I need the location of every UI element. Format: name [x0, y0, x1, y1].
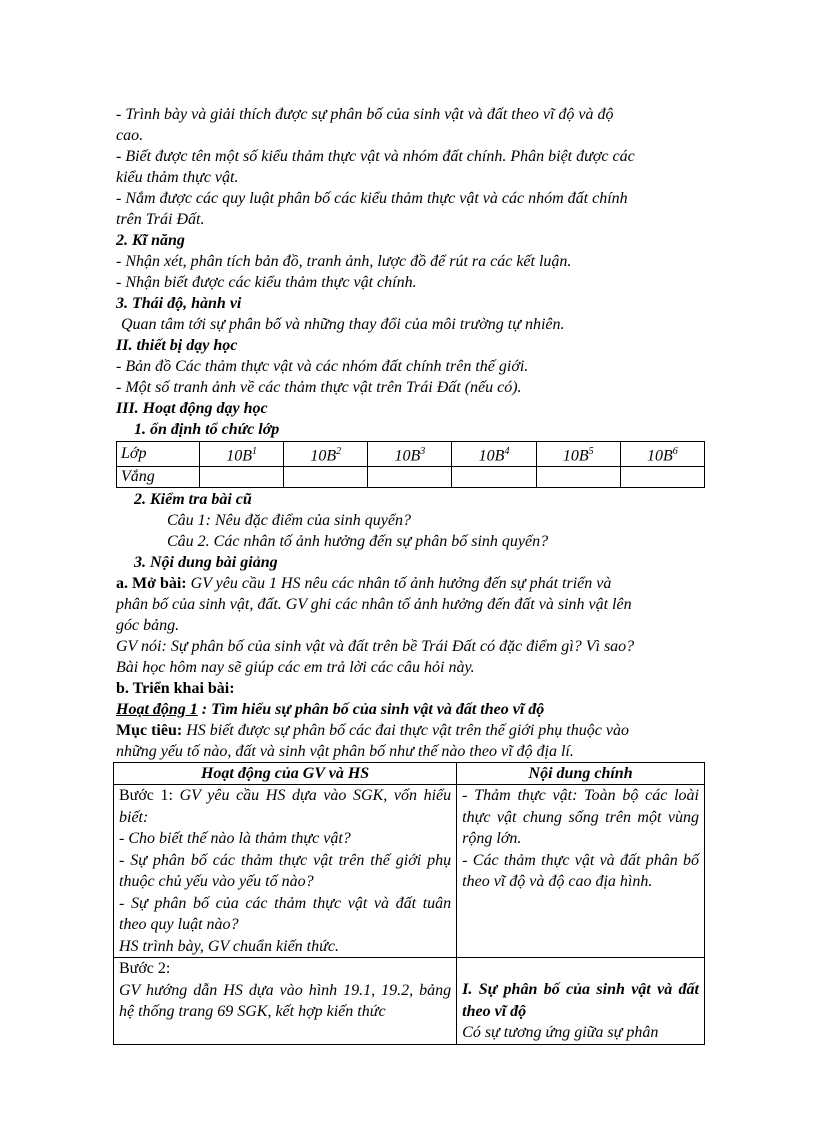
absent-cell[interactable]	[368, 467, 452, 488]
step1-cell	[114, 785, 457, 958]
content1-item: - Thảm thực vật: Toàn bộ các loài thực vật chung sống trên một vùng rộng lớn.	[462, 787, 699, 847]
equipment-line: - Một số tranh ảnh về các thảm thực vật trên Trái Đất (nếu có).	[116, 379, 522, 396]
intro-line: góc bảng.	[116, 617, 180, 634]
table-row	[114, 958, 705, 1045]
content-heading: 3. Nội dung bài giảng	[134, 554, 278, 571]
review-heading: 2. Kiểm tra bài cũ	[134, 491, 252, 508]
gv-line: Bài học hôm nay sẽ giúp các em trả lời các câu hỏi này.	[116, 659, 475, 676]
step2-text: GV hướng dẫn HS dựa vào hình 19.1, 19.2, bảng hệ thống trang 69 SGK, kết hợp kiến thức	[119, 981, 452, 1020]
absent-cell[interactable]	[620, 467, 704, 488]
absent-cell[interactable]	[284, 467, 368, 488]
content2-text: Có sự tương ứng giữa sự phân	[462, 1024, 659, 1041]
content2-heading: I. Sự phân bố của sinh vật và đất theo vĩ độ	[462, 981, 699, 1020]
equipment-line: - Bản đồ Các thảm thực vật và các nhóm đất chính trên thế giới.	[116, 358, 529, 375]
goal-text: HS biết được sự phân bố các đai thực vật trên thế giới phụ thuộc vào	[182, 722, 629, 739]
goal-line	[116, 720, 706, 741]
absent-cell[interactable]	[452, 467, 536, 488]
objective-line: - Trình bày và giải thích được sự phân bố của sinh vật và đất theo vĩ độ và độ	[116, 106, 614, 123]
objective-line: - Nắm được các quy luật phân bố các kiểu thảm thực vật và các nhóm đất chính	[116, 190, 628, 207]
content2-cell	[457, 958, 705, 1045]
stabilize-heading: 1. ổn định tổ chức lớp	[134, 421, 280, 438]
activity-table	[113, 762, 705, 1045]
question-line: Câu 1: Nêu đặc điểm của sinh quyển?	[167, 512, 411, 529]
class-cell: $10B^6$	[620, 442, 704, 467]
step1-item: - Sự phân bố của các thảm thực vật và đất tuân theo quy luật nào?	[119, 894, 452, 933]
content1-item: - Các thảm thực vật và đất phân bố theo vĩ độ và độ cao địa hình.	[462, 851, 699, 890]
row-label: Lớp	[117, 442, 200, 467]
step2-cell	[114, 958, 457, 1045]
table-row	[114, 785, 705, 958]
intro-line	[116, 573, 706, 594]
table-header-row	[114, 763, 705, 785]
step1-item: - Sự phân bố các thảm thực vật trên thế giới phụ thuộc chủ yếu vào yếu tố nào?	[119, 851, 452, 890]
class-attendance-table	[116, 441, 705, 488]
absent-cell[interactable]	[200, 467, 284, 488]
gv-line: GV nói: Sự phân bố của sinh vật và đất trên bề Trái Đất có đặc điểm gì? Vì sao?	[116, 638, 635, 655]
activity1-title: : Tìm hiểu sự phân bố của sinh vật và đất theo vĩ độ	[197, 701, 545, 718]
skill-line: - Nhận xét, phân tích bản đồ, tranh ảnh, lược đồ để rút ra các kết luận.	[116, 253, 572, 270]
activity1-heading	[116, 699, 706, 720]
row-label: Vắng	[117, 467, 200, 488]
goal-label: Mục tiêu:	[116, 722, 183, 739]
activity1-label: Hoạt động 1	[116, 701, 198, 718]
content1-cell	[457, 785, 705, 958]
attitude-text: Quan tâm tới sự phân bố và những thay đổi của môi trường tự nhiên.	[121, 316, 565, 333]
step2-label: Bước 2:	[119, 960, 171, 977]
step1-item: HS trình bày, GV chuẩn kiến thức.	[119, 937, 339, 955]
objective-line: cao.	[116, 127, 144, 144]
equipment-heading: II. thiết bị dạy học	[116, 337, 238, 354]
class-cell: $10B^3$	[368, 442, 452, 467]
header-main-content: Nội dung chính	[457, 763, 705, 785]
header-teacher-student: Hoạt động của GV và HS	[114, 763, 457, 785]
activities-heading: III. Hoạt động dạy học	[116, 400, 268, 417]
intro-line: phân bố của sinh vật, đất. GV ghi các nhân tố ảnh hưởng đến đất và sinh vật lên	[116, 596, 632, 613]
objective-line: trên Trái Đất.	[116, 211, 205, 228]
table-row	[117, 442, 705, 467]
intro-text: GV yêu cầu 1 HS nêu các nhân tố ảnh hưởng đến sự phát triển và	[186, 575, 612, 592]
class-cell: $10B^5$	[536, 442, 620, 467]
intro-label: a. Mở bài:	[116, 575, 187, 592]
deploy-heading: b. Triển khai bài:	[116, 680, 235, 697]
skills-heading: 2. Kĩ năng	[116, 232, 185, 249]
step1-item: - Cho biết thế nào là thảm thực vật?	[119, 830, 351, 847]
absent-cell[interactable]	[536, 467, 620, 488]
step1-label: Bước 1:	[119, 787, 173, 804]
attitude-heading: 3. Thái độ, hành vi	[116, 295, 242, 312]
step1-text: GV yêu cầu HS dựa vào SGK, vốn hiểu biết:	[119, 787, 452, 826]
class-cell: $10B^1$	[200, 442, 284, 467]
question-line: Câu 2. Các nhân tố ảnh hưởng đến sự phân bố sinh quyển?	[167, 533, 549, 550]
step1-intro	[119, 785, 451, 828]
skill-line: - Nhận biết được các kiểu thảm thực vật chính.	[116, 274, 417, 291]
class-cell: $10B^2$	[284, 442, 368, 467]
goal-line: những yếu tố nào, đất và sinh vật phân bố như thế nào theo vĩ độ địa lí.	[116, 743, 574, 760]
table-row	[117, 467, 705, 488]
class-cell: $10B^4$	[452, 442, 536, 467]
objective-line: kiểu thảm thực vật.	[116, 169, 239, 186]
objective-line: - Biết được tên một số kiểu thảm thực vật và nhóm đất chính. Phân biệt được các	[116, 148, 635, 165]
